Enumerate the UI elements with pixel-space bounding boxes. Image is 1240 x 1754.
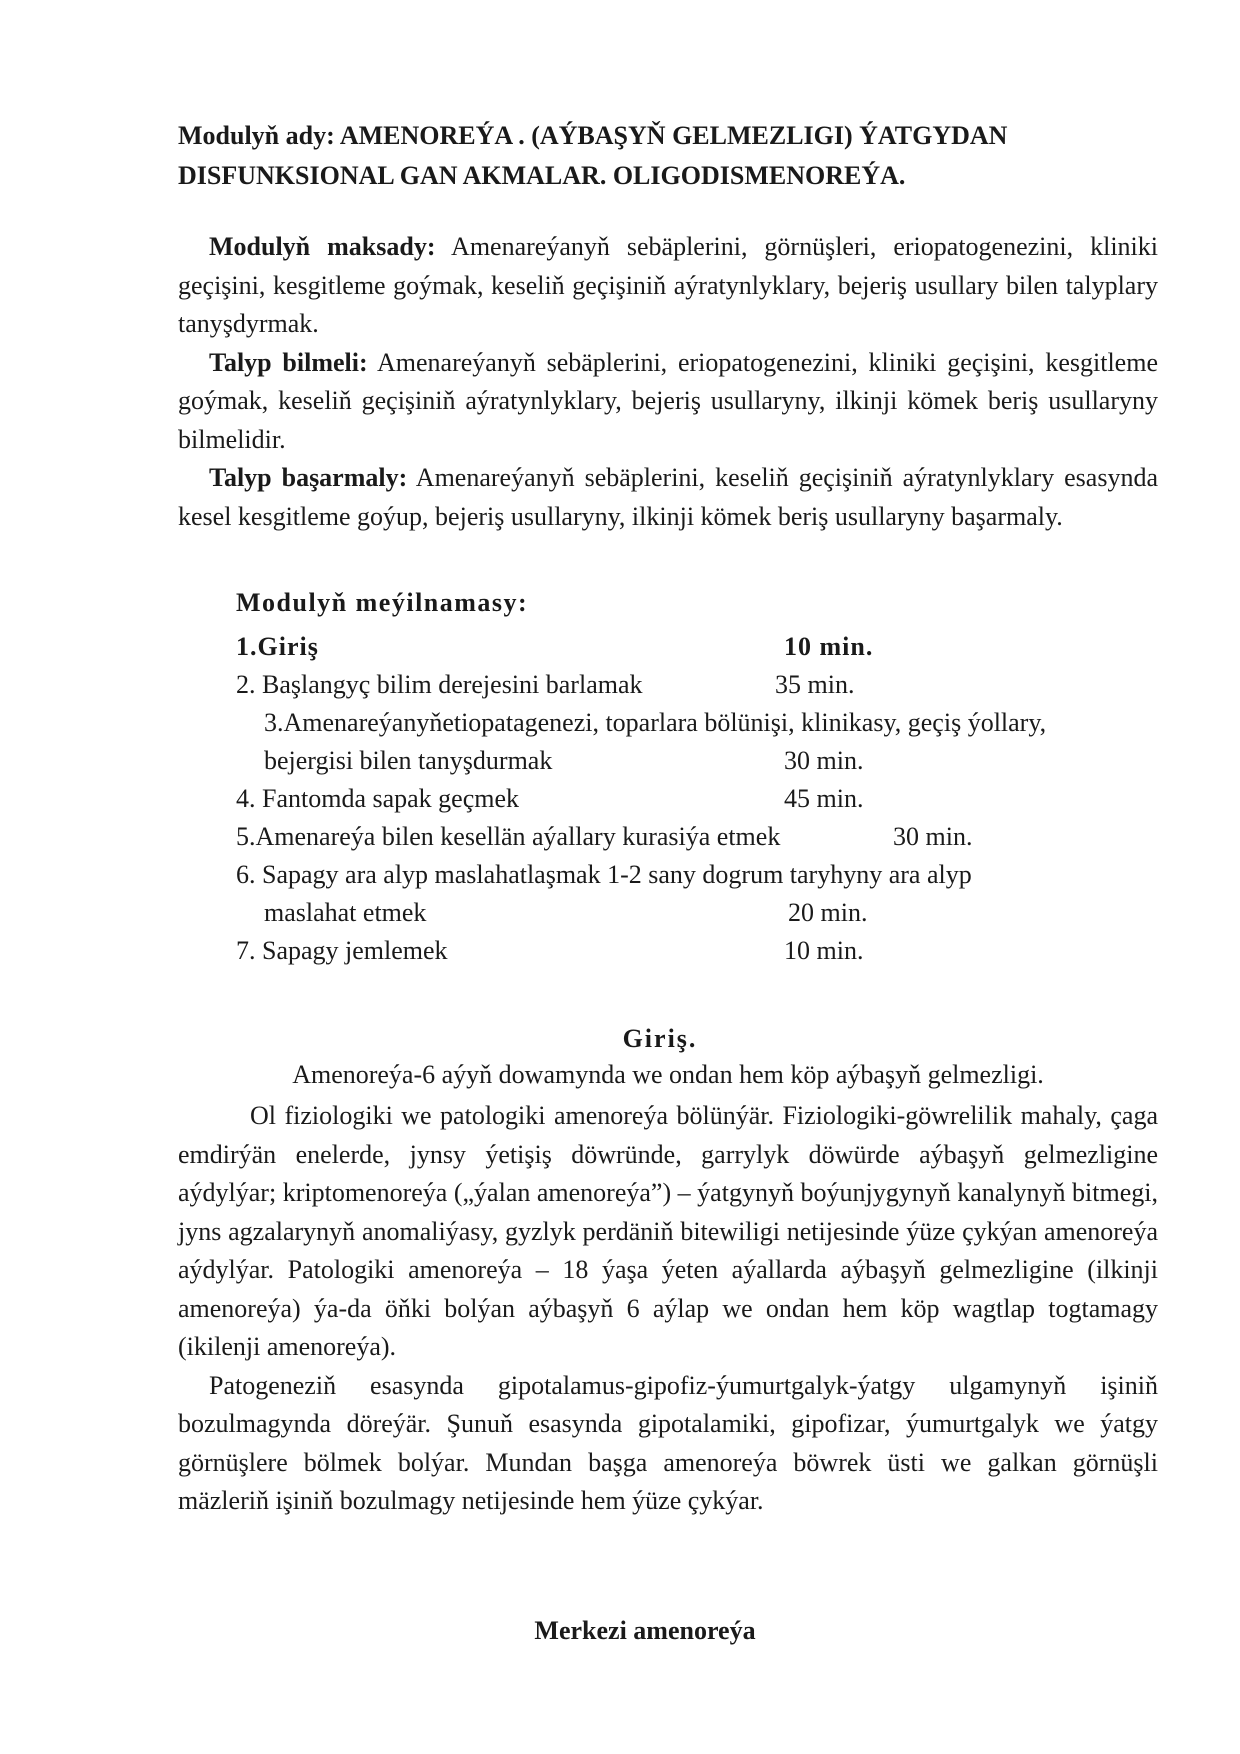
module-title-line-2: DISFUNKSIONAL GAN AKMALAR. OLIGODISMENOREÝA. — [178, 161, 906, 190]
objective-bilmeli — [178, 344, 1158, 460]
plan-item-time: 10 min. — [784, 936, 864, 965]
plan-item-text: 1.Giriş — [236, 632, 319, 661]
plan-item-text: bejergisi bilen tanyşdurmak — [264, 746, 553, 775]
intro-heading: Giriş. — [622, 1024, 698, 1053]
module-title — [178, 116, 1168, 196]
plan-heading: Modulyň meýilnamasy: — [236, 588, 529, 617]
plan-item-time: 45 min. — [784, 784, 864, 813]
maksady-text: Amenareýanyň sebäplerini, görnüşleri, eriopatogenezini, kliniki geçişini, kesgitleme goýmak, keseliň geçişiniň aýratynlyklary, bejeriş usullary bilen talyplary tanyşdyrmak. — [178, 232, 1158, 338]
plan-item-time: 20 min. — [788, 898, 868, 927]
intro-paragraph-1: Ol fiziologiki we patologiki amenoreýa bölünýär. Fiziologiki-göwrelilik mahaly, çaga emdirýän enelerde, jynsy ýetişiş döwründe, garrylyk döwürde aýbaşyň gelmezligine aýdylýar; kriptomenoreýa („ýalan amenoreýa”) – ýatgynyň boýunjygynyň kanalynyň bitmegi, jyns agzalarynyň anomaliýasy, gyzlyk perdäniň bitewiligi netijesinde ýüze çykýan amenoreýa aýdylýar. Patologiki amenoreýa – 18 ýaşa ýeten aýallarda aýbaşyň gelmezligine (ilkinji amenoreýa) ýa-da öňki bolýan aýbaşyň 6 aýlap we ondan hem köp wagtlap togtamagy (ikilenji amenoreýa). — [178, 1101, 1158, 1361]
module-title-line-1: Modulyň ady: AMENOREÝA . (AÝBAŞYŇ GELMEZLIGI) ÝATGYDAN — [178, 121, 1008, 150]
plan-item-text: 2. Başlangyç bilim derejesini barlamak — [236, 670, 643, 699]
intro-body — [178, 1097, 1158, 1521]
plan-item-text: 6. Sapagy ara alyp maslahatlaşmak 1-2 sany dogrum taryhyny ara alyp — [236, 860, 972, 889]
bilmeli-text: Amenareýanyň sebäplerini, eriopatogenezini, kliniki geçişini, kesgitleme goýmak, keseliň geçişiniň aýratynlyklary, bejeriş usullaryny, ilkinji kömek beriş usullaryny bilmelidir. — [178, 347, 1158, 454]
objective-basarmaly — [178, 459, 1158, 536]
bilmeli-label: Talyp bilmeli: — [209, 347, 368, 377]
plan-item-time: 30 min. — [893, 822, 973, 851]
plan-item-text: maslahat etmek — [264, 898, 427, 927]
objectives-block — [178, 228, 1158, 536]
plan-item-time: 30 min. — [784, 746, 864, 775]
plan-item-text: 5.Amenareýa bilen kesellän aýallary kurasiýa etmek — [236, 822, 781, 851]
maksady-label: Modulyň maksady: — [209, 232, 436, 261]
intro-paragraph-2: Patogeneziň esasynda gipotalamus-gipofiz-ýumurtgalyk-ýatgy ulgamynyň işiniň bozulmagynda döreýär. Şunuň esasynda gipotalamiki, gipofizar, ýumurtgalyk we ýatgy görnüşlere bölmek bolýar. Mundan başga amenoreýa böwrek üsti we galkan görnüşli mäzleriň işiniň bozulmagy netijesinde hem ýüze çykýar. — [178, 1370, 1158, 1515]
objective-maksady — [178, 228, 1158, 344]
plan-item-time: 35 min. — [775, 670, 855, 699]
section-heading: Merkezi amenoreýa — [534, 1616, 756, 1645]
basarmaly-label: Talyp başarmaly: — [209, 463, 408, 492]
plan-item-text: 7. Sapagy jemlemek — [236, 936, 448, 965]
intro-definition: Amenoreýa-6 aýyň dowamynda we ondan hem köp aýbaşyň gelmezligi. — [292, 1060, 1044, 1089]
plan-item-text: 3.Amenareýanyňetiopatagenezi, toparlara bölünişi, klinikasy, geçiş ýollary, — [264, 708, 1047, 737]
plan-item-time: 10 min. — [784, 632, 874, 661]
basarmaly-text: Amenareýanyň sebäplerini, keseliň geçişiniň aýratynlyklary esasynda kesel kesgitleme goýup, bejeriş usullaryny, ilkinji kömek beriş usullaryny başarmaly. — [178, 463, 1158, 531]
plan-item-text: 4. Fantomda sapak geçmek — [236, 784, 520, 813]
